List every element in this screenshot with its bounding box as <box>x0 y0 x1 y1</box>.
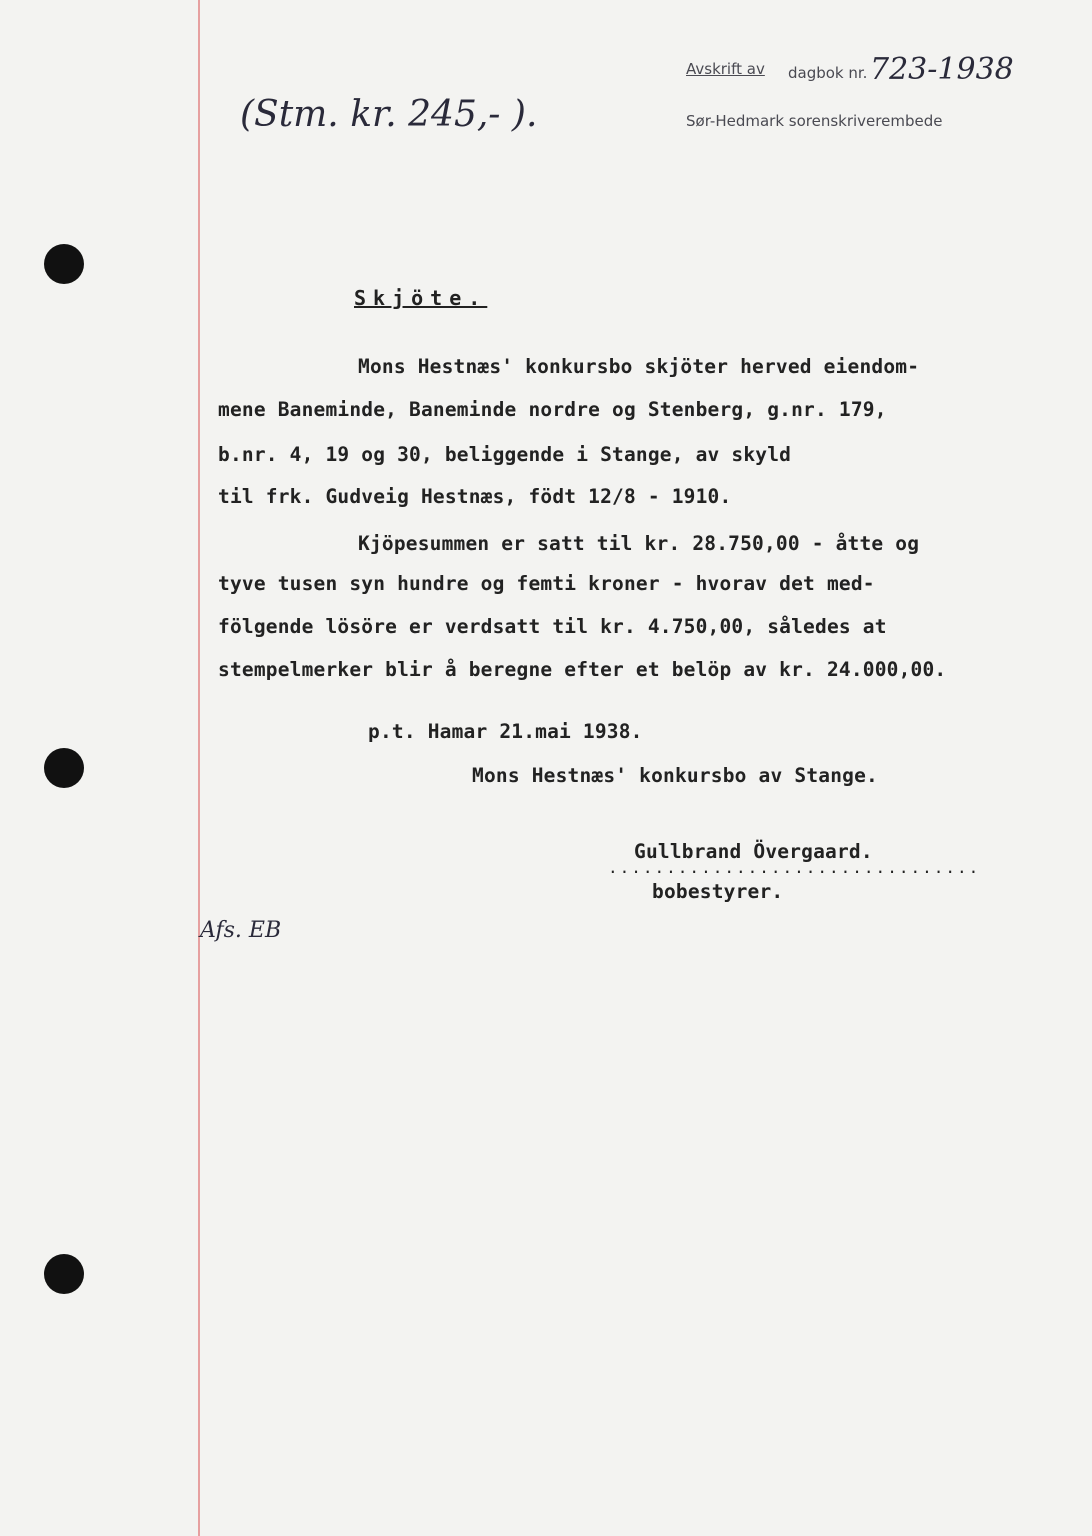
punch-hole-bottom <box>44 1254 84 1294</box>
body-line: Kjöpesummen er satt til kr. 28.750,00 - åtte og <box>358 532 920 555</box>
stamp-avskrift-label: Avskrift av <box>686 60 765 78</box>
punch-hole-middle <box>44 748 84 788</box>
body-line: stempelmerker blir å beregne efter et belöp av kr. 24.000,00. <box>218 658 947 681</box>
signature-dotted-line: ................................ <box>608 858 981 877</box>
body-line: mene Baneminde, Baneminde nordre og Stenberg, g.nr. 179, <box>218 398 887 421</box>
signatory-name: Gullbrand Övergaard. <box>634 840 873 863</box>
body-line: til frk. Gudveig Hestnæs, födt 12/8 - 1910. <box>218 485 732 508</box>
handwritten-margin-initials: Afs. EB <box>200 918 282 943</box>
body-line: tyve tusen syn hundre og femti kroner - hvorav det med- <box>218 572 875 595</box>
place-and-date: p.t. Hamar 21.mai 1938. <box>368 720 643 743</box>
body-line: Mons Hestnæs' konkursbo skjöter herved eiendom- <box>358 355 920 378</box>
stamp-dagbok-number: 723-1938 <box>870 52 1014 87</box>
document-title: Skjöte. <box>354 286 488 310</box>
stamp-office-name: Sør-Hedmark sorenskriverembede <box>686 112 943 130</box>
punch-hole-top <box>44 244 84 284</box>
page-margin-line <box>198 0 200 1536</box>
body-line: b.nr. 4, 19 og 30, beliggende i Stange, av skyld <box>218 443 792 466</box>
body-line: fölgende lösöre er verdsatt til kr. 4.750,00, således at <box>218 615 887 638</box>
stamp-dagbok-label: dagbok nr. <box>788 64 868 82</box>
signatory-title: bobestyrer. <box>652 880 784 903</box>
handwritten-stamp-fee-note: (Stm. kr. 245,- ). <box>240 94 538 135</box>
issuing-estate: Mons Hestnæs' konkursbo av Stange. <box>472 764 878 787</box>
